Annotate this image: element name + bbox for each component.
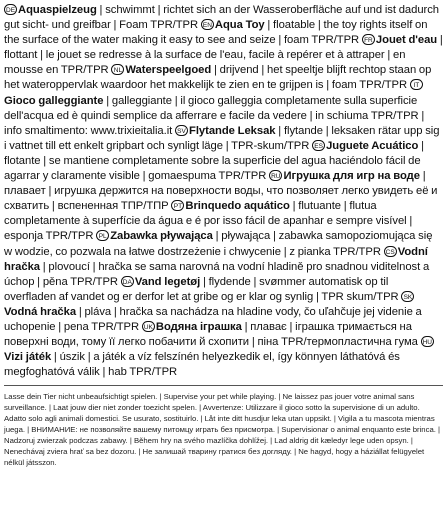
description-fr: | flottant | le jouet se redresse à la surface de l'eau, facile à repérer et à attraper | en mousse en TPR/TPR	[4, 34, 443, 77]
divider-line	[4, 385, 443, 386]
product-name-sv: Flytande Leksak	[189, 124, 276, 137]
product-name-da: Vand legetøj	[134, 275, 201, 288]
description-sk: | pláva | hračka sa nachádza na hladine vody, čo uľahčuje jej videnie a uchopenie | pena TPR/TPR	[4, 305, 422, 333]
description-uk: | плаває | іграшка тримається на поверхні води, тому її легко побачити й схопити | піна TPR/термопластична гума	[4, 320, 421, 349]
description-de: | schwimmt | richtet sich an der Wasseroberfläche auf und ist dadurch gut sicht- und greifbar | Foam TPR/TPR	[4, 4, 440, 32]
language-badge-it: IT	[410, 79, 423, 90]
language-badge-fr: FR	[362, 34, 375, 45]
product-name-cs: Vodní hračka	[4, 245, 428, 273]
language-badge-pt: PT	[171, 200, 184, 211]
language-badge-uk: UK	[142, 321, 155, 332]
language-badge-hu: HU	[421, 336, 434, 347]
description-hu: | úszik | a játék a víz felszínén helyezkedik el, így könnyen láthatóvá és megfoghatóvá válik | hab TPR/TPR	[4, 351, 400, 379]
product-name-pt: Brinquedo aquático	[185, 200, 290, 213]
product-name-sk: Vodná hračka	[4, 305, 77, 318]
language-badge-da: DA	[121, 276, 134, 287]
language-badge-nl: NL	[111, 64, 124, 75]
language-badge-pl: PL	[96, 230, 109, 241]
description-pl: | pływająca | zabawka samopoziomująca się w wodzie, co pozwala na łatwe dostrzeżenie i chwycenie | z pianka TPR/TPR	[4, 230, 433, 258]
product-name-fr: Jouet d'eau	[375, 34, 438, 47]
language-badge-de: DE	[4, 4, 17, 15]
supervision-warning: Lasse dein Tier nicht unbeaufsichtigt spielen. | Supervise your pet while playing. | Ne laissez pas jouer votre animal sans surveillance. | Laat jouw dier niet zonder toezicht spelen. | Avvertenze: Utilizzare il gioco sotto la supervisione di un adulto. Adatto solo agli animali domestici. Se usurato, sostituirlo. | Låt inte ditt husdjur leka utan uppsikt. | Vigila a tu mascota mientras juega. | ВНИМАНИЕ: не позволяйте вашему питомцу играть без присмотра. | Supervisionar o animal enquanto este brinca. | Nadzoruj zwierzak podczas zabawy. | Během hry na svého mazlíčka dohlížej. | Lad aldrig dit kæledyr lege uden opsyn. | Nenechávaj zviera hrať sa bez dozoru. | Не залишай тварину гратися без догляду. | Ne hagyd, hogy a háziállat felügyelet nélkül játsszon.	[4, 392, 441, 467]
description-sv: | flytande | leksaken rätar upp sig i vattnet till ett enkelt gripbart och synligt läge | TPR-skum/TPR	[4, 124, 440, 152]
product-name-it: Gioco galleggiante	[4, 94, 104, 107]
description-nl: | drijvend | het speeltje blijft rechtop staan op het wateroppervlak waardoor het makkelijk te zien en te grijpen is | foam TPR/TPR	[4, 64, 432, 92]
product-name-nl: Waterspeelgoed	[125, 64, 212, 77]
description-es: | flotante | se mantiene completamente sobre la superficie del agua haciéndolo fácil de agarrar y claramente visible | gomaespuma TPR/TPR	[4, 139, 424, 183]
product-name-de: Aquaspielzeug	[18, 4, 97, 16]
product-name-ru: Игрушка для игр на воде	[283, 170, 420, 183]
description-en: | floatable | the toy rights itself on the surface of the water making it easy to see and seize | foam TPR/TPR	[4, 19, 428, 47]
description-pt: | flutuante | flutua completamente à superfície da água e é por isso fácil de apanhar e sempre visível | esponja TPR/TPR	[4, 200, 413, 243]
language-badge-en: EN	[201, 19, 214, 30]
description-cs: | plovoucí | hračka se sama narovná na vodní hladině pro snadnou viditelnost a úchop | pěna TPR/TPR	[4, 260, 430, 288]
multilingual-description	[4, 3, 443, 380]
description-da: | flydende | svømmer automatisk op til overfladen af vandet og er derfor let at gribe og er klar og synlig | TPR skum/TPR	[4, 275, 402, 303]
language-badge-cs: CS	[384, 246, 397, 257]
product-name-es: Juguete Acuático	[326, 139, 419, 152]
description-it: | galleggiante | il gioco galleggia completamente sulla superficie dell'acqua ed è quindi semplice da afferrare e facile da vedere | in schiuma TPR/TPR | info smaltimento: www.trixieitalia.it	[4, 94, 425, 137]
language-badge-sk: SK	[401, 291, 414, 302]
description-ru: | плавает | игрушка держится на поверхности воды, что позволяет легко увидеть её и схватить | вспененная ТПР/ТПР	[4, 170, 438, 213]
product-name-hu: Vizi játék	[4, 351, 52, 364]
product-name-uk: Водяна іграшка	[155, 320, 242, 333]
language-badge-es: ES	[312, 140, 325, 151]
language-badge-ru: RU	[269, 170, 282, 181]
product-name-pl: Zabawka pływająca	[110, 230, 213, 243]
language-badge-sv: SV	[175, 125, 188, 136]
product-name-en: Aqua Toy	[214, 19, 265, 32]
